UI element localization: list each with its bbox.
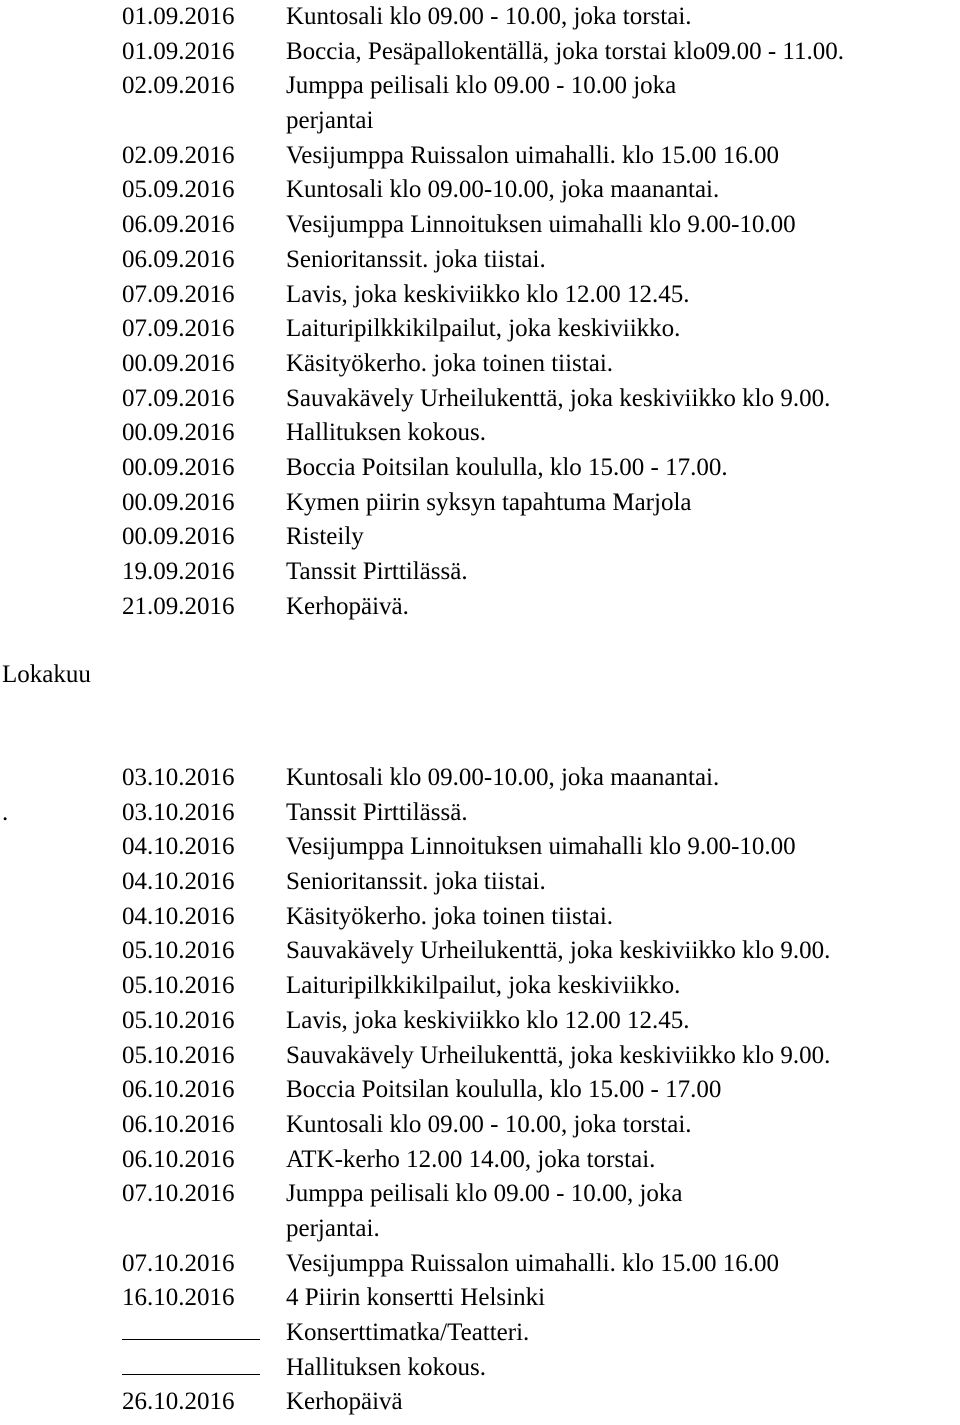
event-row — [0, 35, 960, 70]
event-date: 05.10.2016 — [122, 937, 235, 965]
event-row — [0, 1281, 960, 1316]
event-date: 07.09.2016 — [122, 280, 235, 308]
october-event-list — [0, 761, 960, 1420]
event-date: 03.10.2016 — [122, 798, 235, 826]
event-row — [0, 243, 960, 278]
event-date: 04.10.2016 — [122, 902, 235, 930]
event-row — [0, 1212, 960, 1247]
event-description: Sauvakävely Urheilukenttä, joka keskiviikko klo 9.00. — [286, 937, 831, 965]
event-date: 04.10.2016 — [122, 833, 235, 861]
event-description: Sauvakävely Urheilukenttä, joka keskiviikko klo 9.00. — [286, 1041, 831, 1069]
event-row — [0, 1385, 960, 1420]
event-row — [0, 1247, 960, 1282]
event-description: Senioritanssit. joka tiistai. — [286, 245, 546, 273]
month-heading-october: Lokakuu — [2, 661, 91, 688]
event-row — [0, 969, 960, 1004]
event-row — [0, 1316, 960, 1351]
event-row — [0, 1108, 960, 1143]
event-description: Vesijumppa Linnoituksen uimahalli klo 9.00-10.00 — [286, 211, 796, 239]
event-description: Lavis, joka keskiviikko klo 12.00 12.45. — [286, 1006, 690, 1034]
event-date: 07.09.2016 — [122, 315, 235, 343]
event-description: Laituripilkkikilpailut, joka keskiviikko. — [286, 972, 681, 1000]
event-description: perjantai — [286, 107, 374, 135]
event-description: Kuntosali klo 09.00-10.00, joka maanantai. — [286, 764, 720, 791]
event-description: Konserttimatka/Teatteri. — [286, 1319, 530, 1346]
event-description: Jumppa peilisali klo 09.00 - 10.00 joka — [286, 72, 677, 100]
event-description: Hallituksen kokous. — [286, 1353, 486, 1381]
event-date: 06.09.2016 — [122, 211, 235, 239]
event-date: 02.09.2016 — [122, 141, 235, 169]
event-description: Risteily — [286, 523, 364, 551]
event-description: Jumppa peilisali klo 09.00 - 10.00, joka — [286, 1180, 683, 1208]
event-description: Laituripilkkikilpailut, joka keskiviikko. — [286, 315, 681, 343]
event-description: Senioritanssit. joka tiistai. — [286, 868, 546, 896]
event-row — [0, 830, 960, 865]
event-row — [0, 173, 960, 208]
event-date: 05.10.2016 — [122, 1006, 235, 1034]
event-date: 06.10.2016 — [122, 1145, 235, 1173]
event-row — [0, 104, 960, 139]
event-description: Tanssit Pirttilässä. — [286, 798, 468, 826]
event-description: Vesijumppa Ruissalon uimahalli. klo 15.00 16.00 — [286, 141, 780, 169]
event-description: Kuntosali klo 09.00-10.00, joka maanantai. — [286, 176, 720, 204]
event-description: Kuntosali klo 09.00 - 10.00, joka torstai. — [286, 3, 692, 30]
event-description: Vesijumppa Ruissalon uimahalli. klo 15.00 16.00 — [286, 1249, 780, 1277]
event-row — [0, 1073, 960, 1108]
event-row — [0, 761, 960, 796]
event-row — [0, 278, 960, 313]
event-date: 00.09.2016 — [122, 488, 235, 516]
event-row — [0, 1143, 960, 1178]
event-row — [0, 1351, 960, 1386]
event-row — [0, 865, 960, 900]
event-description: Sauvakävely Urheilukenttä, joka keskiviikko klo 9.00. — [286, 384, 831, 412]
event-row — [0, 1004, 960, 1039]
event-date: 00.09.2016 — [122, 419, 235, 447]
event-description: Vesijumppa Linnoituksen uimahalli klo 9.00-10.00 — [286, 833, 796, 861]
event-row — [0, 796, 960, 831]
date-blank-line — [122, 1374, 260, 1375]
event-row — [0, 1177, 960, 1212]
event-description: Käsityökerho. joka toinen tiistai. — [286, 349, 614, 377]
event-date: 07.10.2016 — [122, 1180, 235, 1208]
event-row — [0, 1039, 960, 1074]
event-description: Tanssit Pirttilässä. — [286, 558, 468, 585]
event-description: Boccia Poitsilan koululla, klo 15.00 - 17.00 — [286, 1076, 722, 1104]
event-date: 05.09.2016 — [122, 176, 235, 204]
event-date: 07.09.2016 — [122, 384, 235, 412]
event-date: 05.10.2016 — [122, 1041, 235, 1069]
event-row — [0, 486, 960, 521]
event-date: 16.10.2016 — [122, 1284, 235, 1312]
event-description: Kuntosali klo 09.00 - 10.00, joka torstai. — [286, 1110, 692, 1138]
event-date: 03.10.2016 — [122, 764, 235, 791]
event-row — [0, 0, 960, 35]
event-date: 06.10.2016 — [122, 1110, 235, 1138]
event-description: Kerhopäivä. — [286, 592, 409, 620]
event-description: Käsityökerho. joka toinen tiistai. — [286, 902, 614, 930]
event-row — [0, 347, 960, 382]
event-date: 21.09.2016 — [122, 592, 235, 620]
event-date: 19.09.2016 — [122, 558, 235, 585]
event-row — [0, 312, 960, 347]
event-date: 05.10.2016 — [122, 972, 235, 1000]
event-date: 02.09.2016 — [122, 72, 235, 100]
event-description: Kymen piirin syksyn tapahtuma Marjola — [286, 488, 692, 516]
event-date: 00.09.2016 — [122, 453, 235, 481]
event-description: perjantai. — [286, 1214, 380, 1242]
event-row — [0, 520, 960, 555]
september-event-list — [0, 0, 960, 624]
event-row — [0, 590, 960, 625]
event-description: Kerhopäivä — [286, 1388, 403, 1416]
event-date: 01.09.2016 — [122, 3, 235, 30]
event-row — [0, 382, 960, 417]
event-date: 01.09.2016 — [122, 37, 235, 65]
event-date: 04.10.2016 — [122, 868, 235, 896]
event-date: 26.10.2016 — [122, 1388, 235, 1416]
date-blank-line — [122, 1339, 260, 1340]
event-row — [0, 934, 960, 969]
event-description: Boccia, Pesäpallokentällä, joka torstai klo09.00 - 11.00. — [286, 37, 844, 65]
event-row — [0, 416, 960, 451]
event-row — [0, 69, 960, 104]
event-date: 06.09.2016 — [122, 245, 235, 273]
event-date: 00.09.2016 — [122, 349, 235, 377]
event-date: 00.09.2016 — [122, 523, 235, 551]
event-row — [0, 208, 960, 243]
event-description: ATK-kerho 12.00 14.00, joka torstai. — [286, 1145, 656, 1173]
event-description: Hallituksen kokous. — [286, 419, 486, 447]
event-description: 4 Piirin konsertti Helsinki — [286, 1284, 546, 1312]
event-row — [0, 451, 960, 486]
event-date: 07.10.2016 — [122, 1249, 235, 1277]
event-description: Boccia Poitsilan koululla, klo 15.00 - 17.00. — [286, 453, 728, 481]
event-date: 06.10.2016 — [122, 1076, 235, 1104]
event-row — [0, 139, 960, 174]
event-description: Lavis, joka keskiviikko klo 12.00 12.45. — [286, 280, 690, 308]
row-marker: . — [2, 798, 9, 826]
event-row — [0, 900, 960, 935]
event-row — [0, 555, 960, 590]
